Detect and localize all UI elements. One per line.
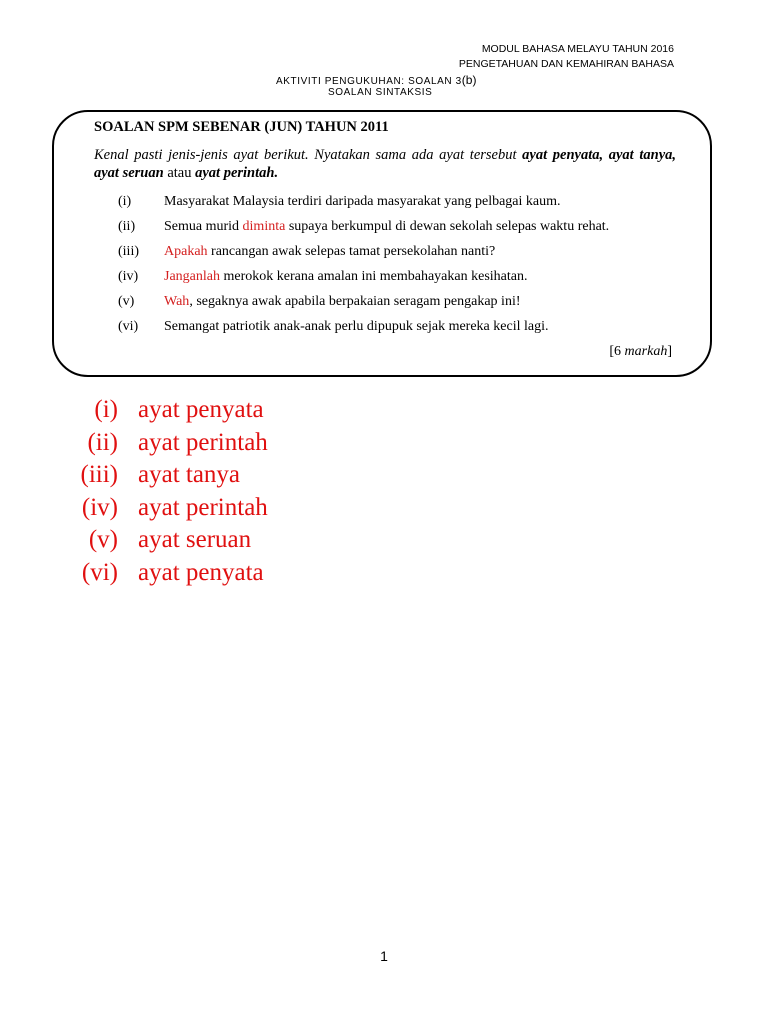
answer-text: ayat perintah — [138, 428, 268, 456]
answer-number: (i) — [94, 396, 118, 423]
question-item — [118, 319, 548, 335]
answer-number: (ii) — [87, 428, 118, 456]
marks-label — [609, 344, 672, 360]
answer-text: ayat penyata — [138, 558, 264, 586]
answer-number: (vi) — [81, 558, 118, 586]
question-number: (i) — [118, 194, 132, 209]
question-box — [52, 110, 712, 377]
answer-text: ayat perintah — [138, 493, 268, 521]
question-keyword: diminta — [242, 219, 286, 234]
marks-word: markah — [624, 344, 668, 359]
answer-item — [0, 461, 240, 489]
question-keyword: Janganlah — [164, 269, 220, 284]
section-subtitle: SOALAN SINTAKSIS — [328, 87, 433, 98]
answer-number: (iii) — [80, 461, 118, 488]
question-keyword: Apakah — [164, 244, 208, 259]
answer-text: ayat tanya — [138, 461, 241, 488]
page-number: 1 — [380, 948, 388, 964]
module-subtitle: PENGETAHUAN DAN KEMAHIRAN BAHASA — [458, 58, 674, 70]
marks-open: [6 — [609, 344, 625, 359]
answer-item — [0, 429, 268, 457]
answer-item — [0, 526, 251, 554]
answer-text: ayat penyata — [138, 396, 264, 423]
instruction-part1: Kenal pasti jenis-jenis ayat berikut. Nyatakan sama ada ayat tersebut — [94, 147, 523, 163]
question-number: (iv) — [118, 269, 139, 284]
question-item — [118, 219, 609, 235]
instruction-text — [94, 146, 676, 182]
question-text: Semangat patriotik anak-anak perlu dipupuk sejak mereka kecil lagi. — [164, 319, 549, 334]
question-text: supaya berkumpul di dewan sekolah selepas waktu rehat. — [285, 219, 610, 234]
activity-suffix: (b) — [461, 73, 477, 87]
question-item — [118, 269, 527, 285]
activity-label: AKTIVITI PENGUKUHAN: SOALAN 3 — [276, 76, 462, 87]
marks-close: ] — [667, 344, 672, 359]
module-title: MODUL BAHASA MELAYU TAHUN 2016 — [481, 43, 674, 55]
question-text-pre: Semua murid — [164, 219, 243, 234]
question-number: (ii) — [118, 219, 136, 234]
question-number: (v) — [118, 294, 135, 309]
question-text: rancangan awak selepas tamat persekolahan nanti? — [207, 244, 496, 259]
question-item — [118, 244, 495, 260]
question-item — [118, 294, 521, 310]
question-number: (vi) — [118, 319, 139, 334]
instruction-part2: atau — [163, 165, 196, 181]
answer-number: (iv) — [81, 493, 118, 521]
answer-text: ayat seruan — [138, 526, 252, 553]
question-text: merokok kerana amalan ini membahayakan kesihatan. — [219, 269, 528, 284]
question-item — [118, 194, 561, 210]
question-title: SOALAN SPM SEBENAR (JUN) TAHUN 2011 — [94, 119, 389, 135]
question-text: Masyarakat Malaysia terdiri daripada masyarakat yang pelbagai kaum. — [164, 194, 561, 209]
answer-item — [0, 494, 268, 522]
instruction-bold2: ayat perintah. — [195, 165, 279, 181]
question-number: (iii) — [118, 244, 139, 259]
question-text: , segaknya awak apabila berpakaian seragam pengakap ini! — [189, 294, 521, 309]
answer-number: (v) — [88, 526, 118, 553]
instruction-bold1: ayat penyata, ayat tanya, ayat seruan — [94, 147, 677, 181]
question-keyword: Wah — [164, 294, 190, 309]
answer-item — [0, 559, 264, 587]
answer-item — [0, 396, 264, 424]
activity-heading — [276, 73, 476, 87]
